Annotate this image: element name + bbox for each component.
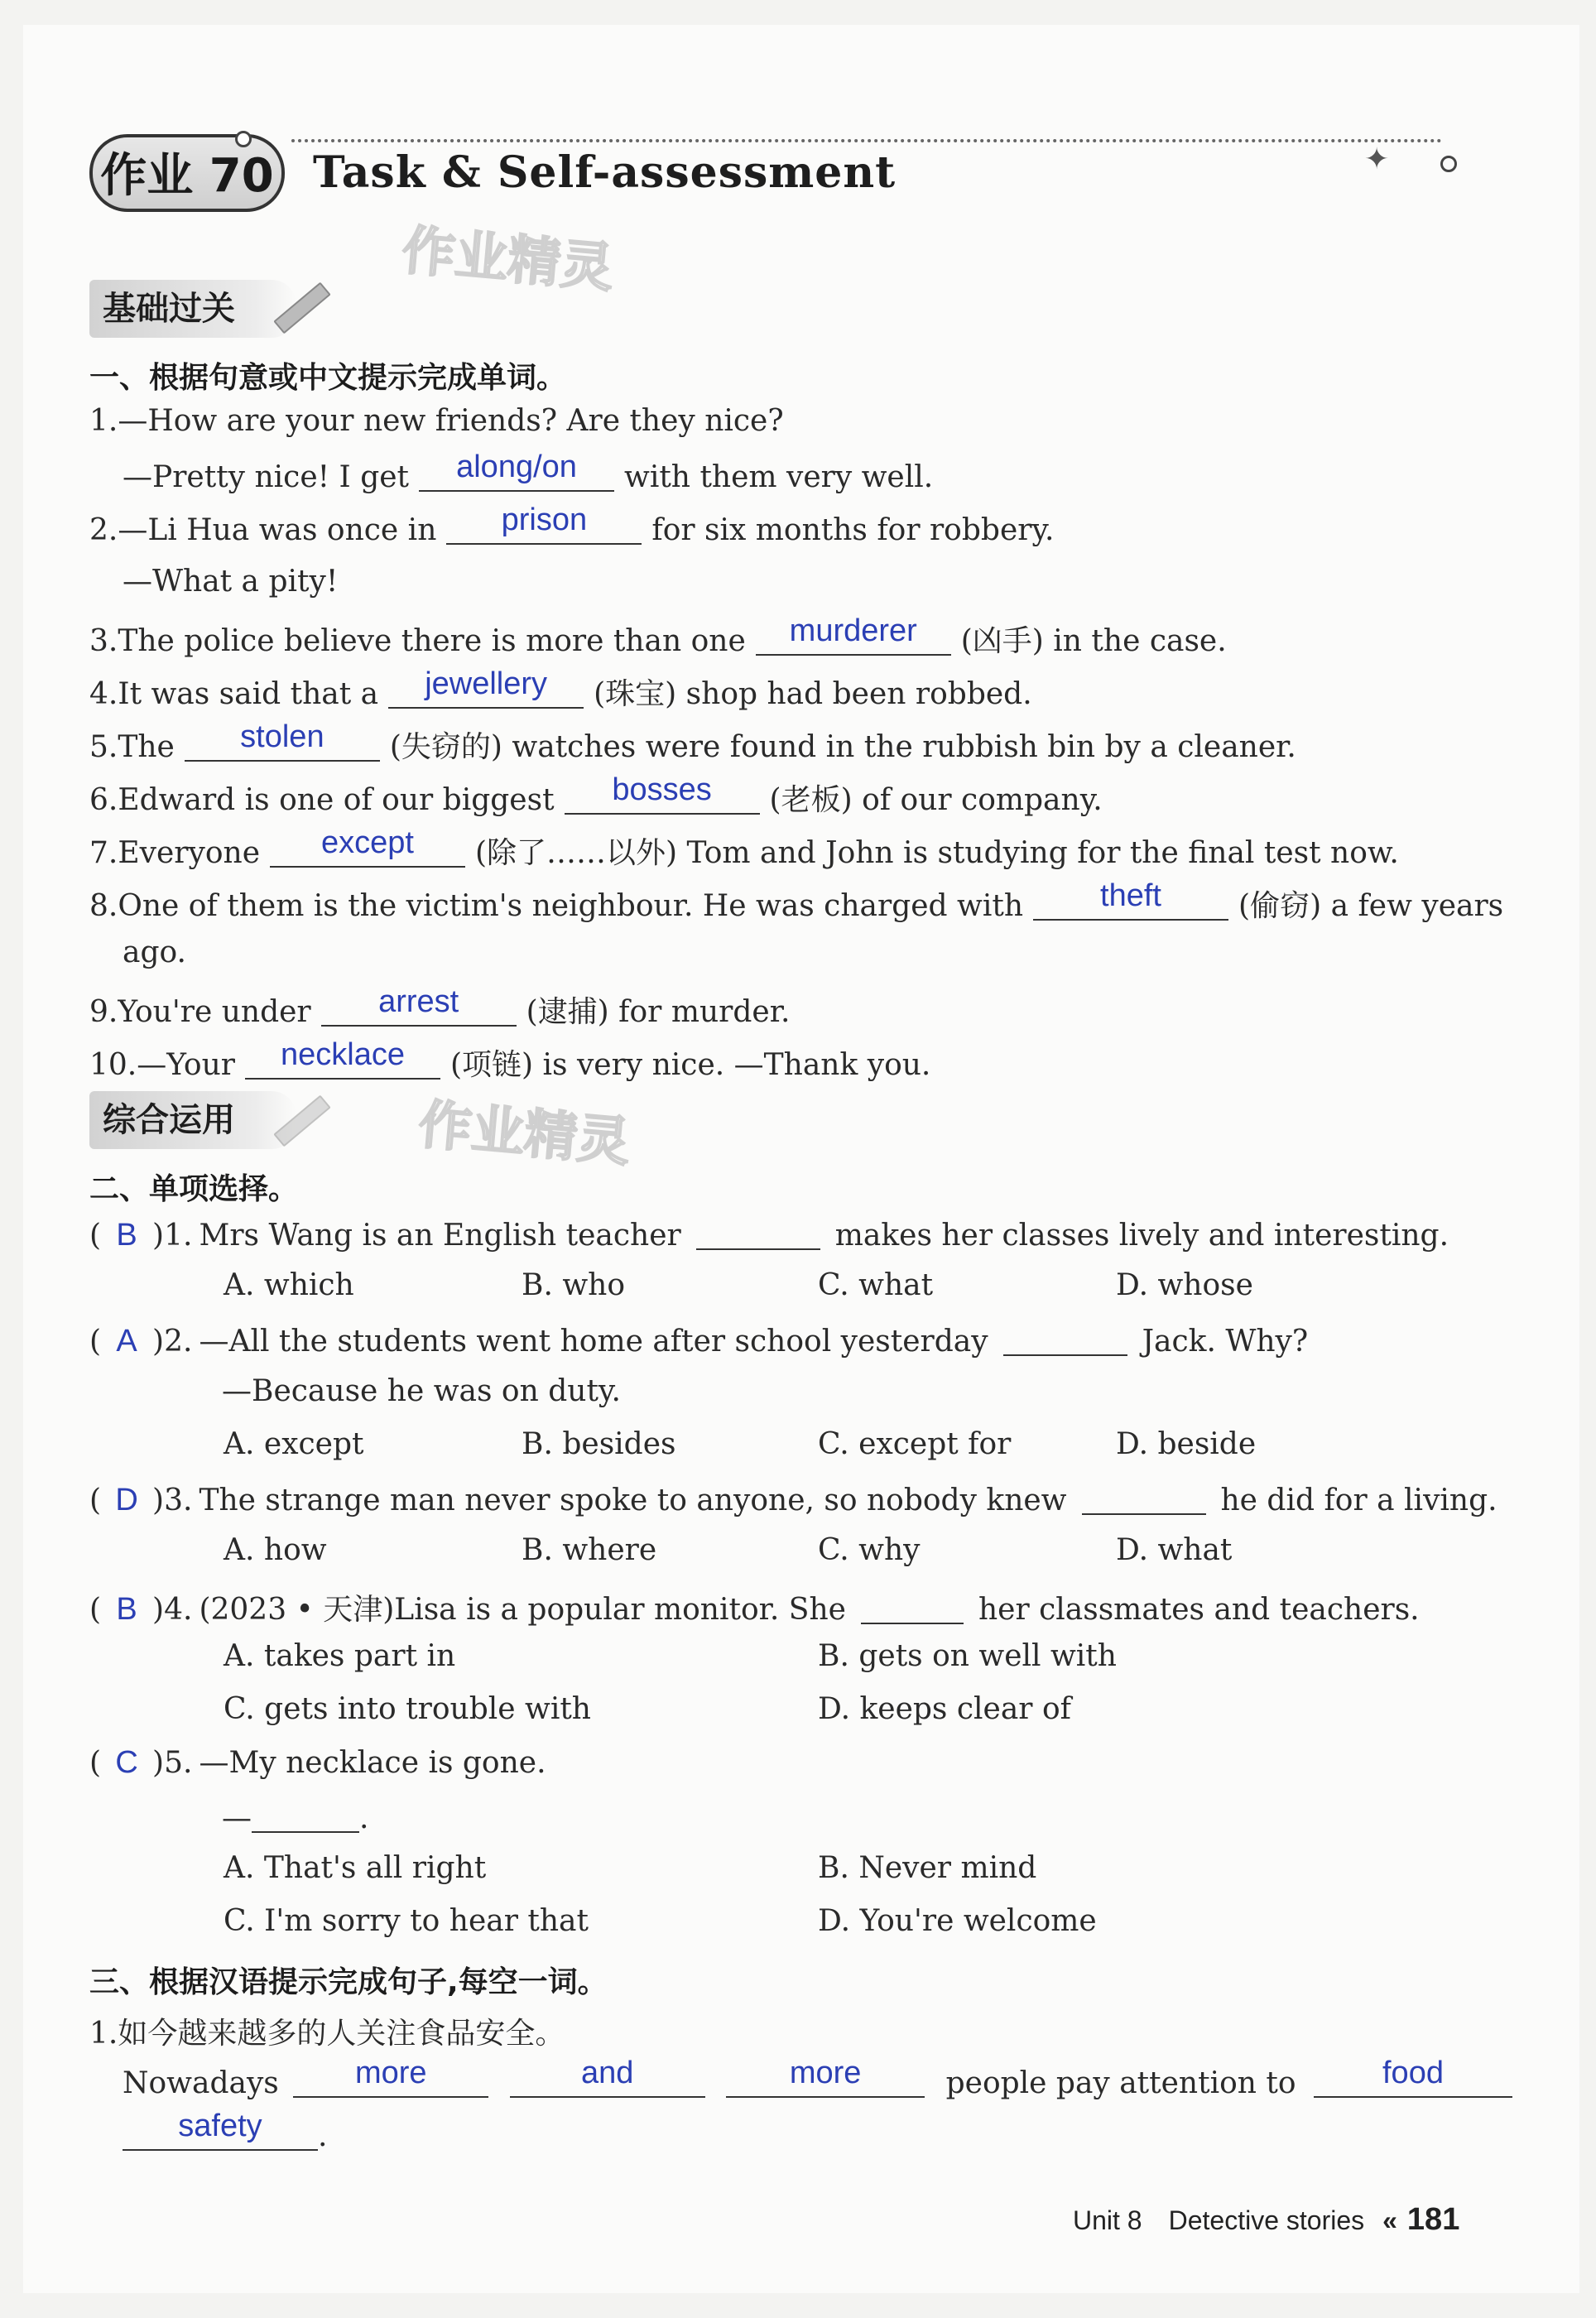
question-stem: Jack. Why? <box>1142 1325 1309 1359</box>
answer-blank <box>726 2056 925 2098</box>
sentence-text: (失窃的) watches were found in the rubbish bin by a cleaner. <box>389 730 1296 764</box>
answer-text: food <box>1382 2056 1444 2090</box>
option: B. who <box>522 1268 626 1302</box>
sentence-text: (项链) is very nice. —Thank you. <box>449 1048 931 1082</box>
question-line: ( D )3. The strange man never spoke to anyone, so nobody knew he did for a living. <box>89 1480 1497 1518</box>
page-footer <box>1073 2202 1459 2238</box>
sentence-text: (老板) of our company. <box>769 783 1103 817</box>
answer-text: except <box>321 825 414 860</box>
sentence-text: ago. <box>123 935 186 969</box>
answer-choice: B <box>116 1592 137 1627</box>
watermark: 作业精灵 <box>399 219 617 300</box>
question-stem: makes her classes lively and interesting. <box>834 1219 1449 1253</box>
answer-blank <box>270 825 465 868</box>
question-extra-line <box>222 1374 621 1408</box>
section3-sentence <box>123 2056 1512 2100</box>
watermark: 作业精灵 <box>416 1094 633 1174</box>
exercise-line <box>123 450 934 494</box>
sentence-text: —Pretty nice! I get <box>123 460 410 494</box>
sentence-text: It was said that a <box>118 677 379 711</box>
question-stem: he did for a living. <box>1220 1484 1497 1517</box>
section3-chinese <box>89 2010 565 2052</box>
item-number: 6. <box>89 783 118 817</box>
option: C. what <box>818 1268 934 1302</box>
sentence-middle: people pay attention to <box>945 2066 1296 2100</box>
question-number: )5. <box>152 1746 193 1780</box>
sentence-text: —What a pity! <box>123 565 339 599</box>
page-number: 181 <box>1406 2202 1460 2237</box>
answer-choice: A <box>116 1324 137 1359</box>
answer-text: and <box>580 2056 634 2090</box>
option: D. whose <box>1116 1268 1253 1302</box>
answer-blank <box>1082 1480 1206 1515</box>
section3-heading: 三、根据汉语提示完成句子,每空一词。 <box>89 1965 608 1999</box>
item-number: 5. <box>89 730 118 764</box>
question-extra-line: — . <box>222 1798 368 1835</box>
answer-text: murderer <box>789 613 917 648</box>
question-extra: —Because he was on duty. <box>222 1374 621 1408</box>
section-tag-basic: 基础过关 <box>89 280 296 338</box>
exercise-line <box>89 503 1055 547</box>
footer-unit: Unit 8 <box>1073 2205 1142 2235</box>
option: A. how <box>224 1533 327 1567</box>
answer-blank <box>123 2109 318 2151</box>
exercise-line <box>89 984 791 1031</box>
question-number: )4. <box>152 1593 193 1627</box>
option: D. You're welcome <box>818 1904 1097 1938</box>
option: A. which <box>224 1268 354 1302</box>
question-number: )3. <box>152 1484 193 1517</box>
sentence-text: —Your <box>137 1048 235 1082</box>
question-stem: The strange man never spoke to anyone, so nobody knew <box>199 1484 1067 1517</box>
answer-blank <box>446 503 642 545</box>
sentence-text: with them very well. <box>624 460 934 494</box>
sentence-text: Everyone <box>118 836 260 870</box>
sparkle-icon: ✦ <box>1364 142 1390 176</box>
answer-choice: C <box>115 1745 138 1780</box>
badge-circle-icon <box>235 131 252 147</box>
exercise-line <box>89 825 1399 872</box>
option: D. what <box>1116 1533 1233 1567</box>
header-dotted-line <box>291 139 1442 142</box>
question-stem: —All the students went home after school yesterday <box>199 1325 988 1359</box>
item-number: 1. <box>89 2017 118 2051</box>
answer-text: bosses <box>612 772 712 807</box>
answer-text: jewellery <box>425 666 548 701</box>
exercise-line <box>89 404 784 438</box>
answer-blank <box>510 2056 705 2098</box>
item-number: 2. <box>89 513 118 547</box>
answer-blank <box>185 719 380 762</box>
question-number: )1. <box>152 1219 193 1253</box>
answer-text: arrest <box>378 984 459 1019</box>
section1-heading: 一、根据句意或中文提示完成单词。 <box>89 361 567 395</box>
item-number: 3. <box>89 624 118 658</box>
item-number: 10. <box>89 1048 137 1082</box>
option: B. besides <box>522 1427 676 1461</box>
exercise-line <box>89 878 1504 925</box>
answer-blank <box>419 450 614 492</box>
option: B. gets on well with <box>818 1639 1117 1673</box>
option: A. That's all right <box>224 1851 487 1885</box>
sentence-text: (凶手) in the case. <box>960 624 1227 658</box>
answer-blank <box>1033 878 1228 921</box>
item-number: 1. <box>89 404 118 438</box>
exercise-line <box>89 719 1296 766</box>
answer-blank <box>861 1589 964 1624</box>
question-stem: —My necklace is gone. <box>199 1746 546 1780</box>
question-line: ( B )4. (2023 • 天津)Lisa is a popular monitor. She her classmates and teachers. <box>89 1586 1420 1628</box>
answer-text: theft <box>1100 878 1161 913</box>
answer-blank <box>756 613 951 656</box>
answer-blank <box>293 2056 488 2098</box>
page-title: Task & Self-assessment <box>313 147 897 198</box>
exercise-line <box>89 772 1103 819</box>
option: D. beside <box>1116 1427 1257 1461</box>
sentence-text: (偷窃) a few years <box>1238 889 1504 923</box>
answer-text: more <box>789 2056 862 2090</box>
answer-text: more <box>354 2056 427 2090</box>
double-chevron-left-icon: « <box>1382 2205 1397 2235</box>
question-line: ( C )5. —My necklace is gone. <box>89 1745 546 1780</box>
option: D. keeps clear of <box>818 1692 1071 1726</box>
question-stem: (2023 • 天津)Lisa is a popular monitor. She <box>199 1593 846 1627</box>
answer-blank <box>252 1798 359 1833</box>
answer-blank <box>245 1037 440 1080</box>
sentence-text: (逮捕) for murder. <box>526 995 791 1029</box>
sentence-end: . <box>318 2119 328 2153</box>
exercise-line <box>89 666 1032 713</box>
answer-blank <box>565 772 760 815</box>
option: B. where <box>522 1533 657 1567</box>
question-stem: Mrs Wang is an English teacher <box>199 1219 681 1253</box>
item-number: 9. <box>89 995 118 1029</box>
answer-text: safety <box>178 2109 262 2143</box>
option: A. takes part in <box>224 1639 456 1673</box>
footer-title: Detective stories <box>1168 2205 1365 2235</box>
option: B. Never mind <box>818 1851 1037 1885</box>
sentence-text: You're under <box>118 995 311 1029</box>
sentence-text: for six months for robbery. <box>651 513 1055 547</box>
item-number: 7. <box>89 836 118 870</box>
option: C. gets into trouble with <box>224 1692 591 1726</box>
answer-choice: D <box>115 1483 138 1517</box>
exercise-line <box>89 613 1227 660</box>
exercise-line <box>123 565 338 599</box>
exercise-line <box>89 1037 931 1084</box>
section2-heading: 二、单项选择。 <box>89 1172 299 1206</box>
option: C. except for <box>818 1427 1012 1461</box>
header-end-circle-icon <box>1440 156 1457 172</box>
sentence-text: (除了……以外) Tom and John is studying for the final test now. <box>475 836 1399 870</box>
sentence-text: —How are your new friends? Are they nice? <box>118 404 784 438</box>
question-line: ( B )1. Mrs Wang is an English teacher makes her classes lively and interesting. <box>89 1215 1449 1253</box>
answer-text: prison <box>501 503 588 537</box>
answer-choice: B <box>116 1218 137 1253</box>
exercise-line <box>123 935 186 969</box>
question-number: )2. <box>152 1325 193 1359</box>
section-tag-comprehensive: 综合运用 <box>89 1091 296 1149</box>
answer-blank <box>1314 2056 1512 2098</box>
item-number: 8. <box>89 889 118 923</box>
sentence-text: (珠宝) shop had been robbed. <box>594 677 1032 711</box>
sentence-text: The <box>118 730 175 764</box>
option: C. I'm sorry to hear that <box>224 1904 589 1938</box>
option: C. why <box>818 1533 921 1567</box>
answer-blank <box>388 666 584 709</box>
chinese-prompt: 如今越来越多的人关注食品安全。 <box>118 2017 565 2051</box>
question-stem: her classmates and teachers. <box>978 1593 1420 1627</box>
sentence-text: —Li Hua was once in <box>118 513 437 547</box>
sentence-text: Edward is one of our biggest <box>118 783 555 817</box>
sentence-text: The police believe there is more than one <box>118 624 746 658</box>
section3-sentence-cont <box>123 2109 328 2153</box>
answer-text: necklace <box>280 1037 405 1072</box>
question-line: ( A )2. —All the students went home after school yesterday Jack. Why? <box>89 1321 1308 1359</box>
homework-badge: 作业 70 <box>89 134 285 212</box>
answer-text: along/on <box>456 450 577 484</box>
sentence-start: Nowadays <box>123 2066 279 2100</box>
answer-blank <box>1003 1321 1127 1356</box>
answer-text: stolen <box>240 719 324 754</box>
sentence-text: One of them is the victim's neighbour. He was charged with <box>118 889 1024 923</box>
answer-blank <box>696 1215 820 1250</box>
answer-blank <box>321 984 517 1027</box>
item-number: 4. <box>89 677 118 711</box>
option: A. except <box>224 1427 364 1461</box>
question-extra: — <box>222 1801 252 1835</box>
